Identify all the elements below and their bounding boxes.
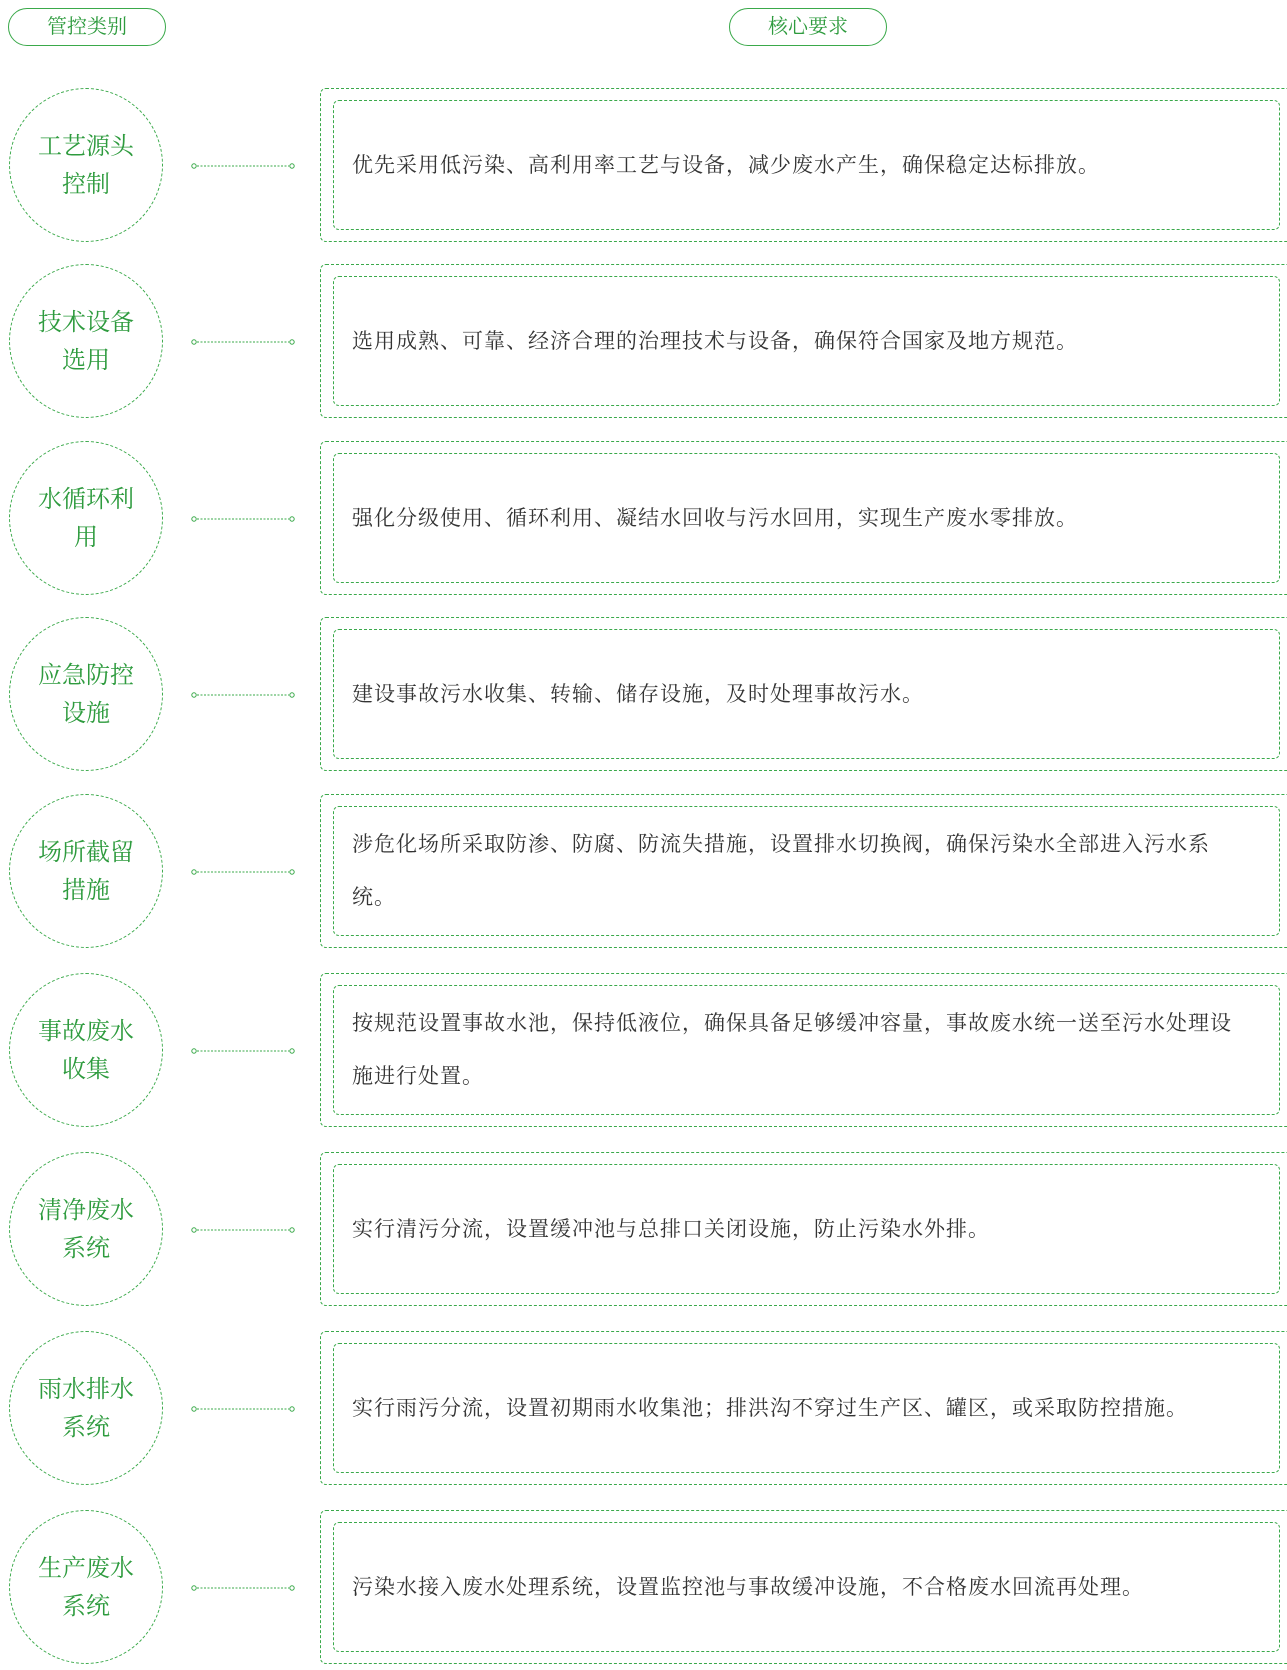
- list-item: [0, 1152, 1287, 1312]
- connector-line: [191, 692, 295, 698]
- header-requirement-label: 核心要求: [729, 8, 887, 46]
- connector-line: [191, 1585, 295, 1591]
- category-circle: [9, 1152, 163, 1306]
- category-label: 应急防控设施: [38, 661, 134, 727]
- category-label: 水循环利用: [38, 485, 134, 551]
- category-label: 雨水排水系统: [38, 1375, 134, 1441]
- category-label: 事故废水收集: [38, 1017, 134, 1083]
- list-item: [0, 441, 1287, 601]
- requirement-text: 优先采用低污染、高利用率工艺与设备，减少废水产生，确保稳定达标排放。: [333, 100, 1280, 230]
- requirement-text: 污染水接入废水处理系统，设置监控池与事故缓冲设施，不合格废水回流再处理。: [333, 1522, 1280, 1652]
- connector-line: [191, 1048, 295, 1054]
- category-circle: [9, 794, 163, 948]
- requirement-text: 选用成熟、可靠、经济合理的治理技术与设备，确保符合国家及地方规范。: [333, 276, 1280, 406]
- category-label: 技术设备选用: [38, 308, 134, 374]
- list-item: [0, 88, 1287, 248]
- connector-line: [191, 869, 295, 875]
- list-item: [0, 973, 1287, 1133]
- requirement-text: 实行清污分流，设置缓冲池与总排口关闭设施，防止污染水外排。: [333, 1164, 1280, 1294]
- list-item: [0, 1510, 1287, 1670]
- category-circle: [9, 973, 163, 1127]
- list-item: [0, 794, 1287, 954]
- category-circle: [9, 1331, 163, 1485]
- list-item: [0, 264, 1287, 424]
- category-label: 工艺源头控制: [38, 132, 134, 198]
- requirement-text: 实行雨污分流，设置初期雨水收集池；排洪沟不穿过生产区、罐区，或采取防控措施。: [333, 1343, 1280, 1473]
- requirement-text: 按规范设置事故水池，保持低液位，确保具备足够缓冲容量，事故废水统一送至污水处理设施进行处置。: [333, 985, 1280, 1115]
- category-circle: [9, 88, 163, 242]
- category-label: 清净废水系统: [38, 1196, 134, 1262]
- connector-line: [191, 163, 295, 169]
- connector-line: [191, 1227, 295, 1233]
- category-circle: [9, 1510, 163, 1664]
- connector-line: [191, 1406, 295, 1412]
- list-item: [0, 1331, 1287, 1491]
- category-circle: [9, 441, 163, 595]
- category-circle: [9, 264, 163, 418]
- list-item: [0, 617, 1287, 777]
- category-label: 生产废水系统: [38, 1554, 134, 1620]
- requirement-text: 涉危化场所采取防渗、防腐、防流失措施，设置排水切换阀，确保污染水全部进入污水系统。: [333, 806, 1280, 936]
- category-label: 场所截留措施: [38, 838, 134, 904]
- category-circle: [9, 617, 163, 771]
- header-category-label: 管控类别: [8, 8, 166, 46]
- connector-line: [191, 516, 295, 522]
- connector-line: [191, 339, 295, 345]
- requirement-text: 强化分级使用、循环利用、凝结水回收与污水回用，实现生产废水零排放。: [333, 453, 1280, 583]
- requirement-text: 建设事故污水收集、转输、储存设施，及时处理事故污水。: [333, 629, 1280, 759]
